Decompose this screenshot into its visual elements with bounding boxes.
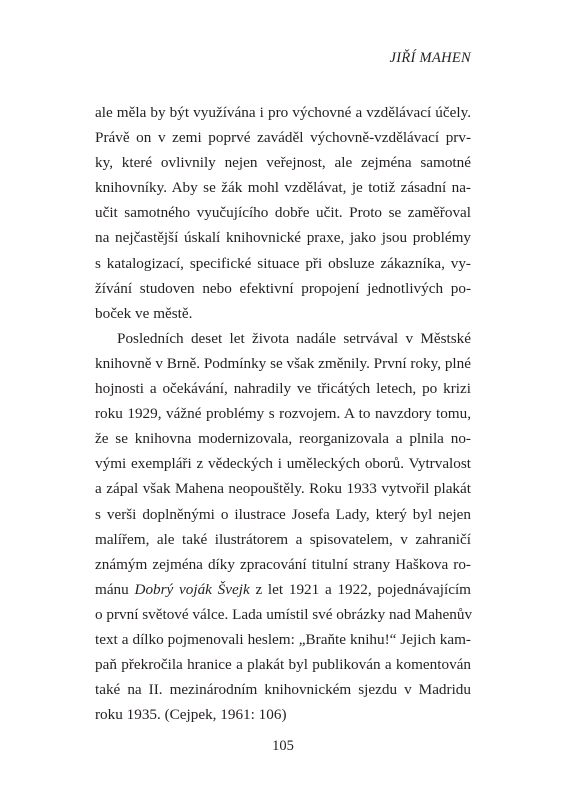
book-title: Dobrý voják Švejk bbox=[134, 580, 250, 598]
text-line: a zápal však Mahena neopouštěly. Roku 1933 vytvořil plakát bbox=[95, 480, 471, 498]
text-line: Posledních deset let života nadále setrvával v Městské bbox=[117, 329, 471, 347]
text-line bbox=[95, 577, 471, 602]
text-line: paň překročila hranice a plakát byl publikován a komentován bbox=[95, 656, 471, 674]
page-number: 105 bbox=[272, 738, 294, 754]
text-line: s katalogizací, specifické situace při obsluze zákazníka, vy- bbox=[95, 254, 471, 272]
text-line: že se knihovna modernizovala, reorganizovala a plnila no- bbox=[95, 430, 471, 448]
paragraph bbox=[95, 326, 471, 728]
text-line: o první světové válce. Lada umístil své obrázky nad Mahenův bbox=[95, 605, 473, 623]
running-head: JIŘÍ MAHEN bbox=[389, 50, 471, 66]
text-line: knihovně v Brně. Podmínky se však změnily. První roky, plné bbox=[95, 354, 471, 372]
paragraph bbox=[95, 100, 471, 326]
body-text bbox=[95, 100, 471, 727]
text-line: malířem, ale také ilustrátorem a spisovatelem, v zahraničí bbox=[95, 530, 471, 548]
text-line: učit samotného vyučujícího dobře učit. Proto se zaměřoval bbox=[95, 204, 471, 222]
text-line: Právě on v zemi poprvé zaváděl výchovně-vzdělávací prv- bbox=[95, 129, 471, 147]
text-line: ky, které ovlivnily nejen veřejnost, ale zejména samotné bbox=[95, 154, 471, 172]
text-line: roku 1935. (Cejpek, 1961: 106) bbox=[95, 706, 287, 724]
text-line: známým zejména díky zpracování titulní strany Haškova ro- bbox=[95, 555, 471, 573]
text-line: také na II. mezinárodním knihovnickém sjezdu v Madridu bbox=[95, 681, 471, 699]
text-line: vými exempláři z vědeckých i uměleckých oborů. Vytrvalost bbox=[95, 455, 471, 473]
text-line: boček ve městě. bbox=[95, 304, 193, 322]
text-line: knihovníky. Aby se žák mohl vzdělávat, je totiž zásadní na- bbox=[95, 179, 471, 197]
text-line: ale měla by být využívána i pro výchovné a vzdělávací účely. bbox=[95, 104, 471, 121]
text-fragment: mánu bbox=[95, 580, 135, 598]
text-line: roku 1929, vážné problémy s rozvojem. A to navzdory tomu, bbox=[95, 405, 471, 423]
text-line: text a dílko pojmenovali heslem: „Braňte knihu!“ Jejich kam- bbox=[95, 630, 471, 648]
text-line: s verši doplněnými o ilustrace Josefa Lady, který byl nejen bbox=[95, 505, 471, 523]
text-line: na nejčastější úskalí knihovnické praxe, jako jsou problémy bbox=[95, 229, 471, 247]
text-fragment: z let 1921 a 1922, pojednávajícím bbox=[249, 580, 471, 598]
text-line: hojnosti a očekávání, nahradily ve třicátých letech, po krizi bbox=[95, 380, 471, 398]
text-line: žívání studoven nebo efektivní propojení jednotlivých po- bbox=[95, 279, 471, 297]
